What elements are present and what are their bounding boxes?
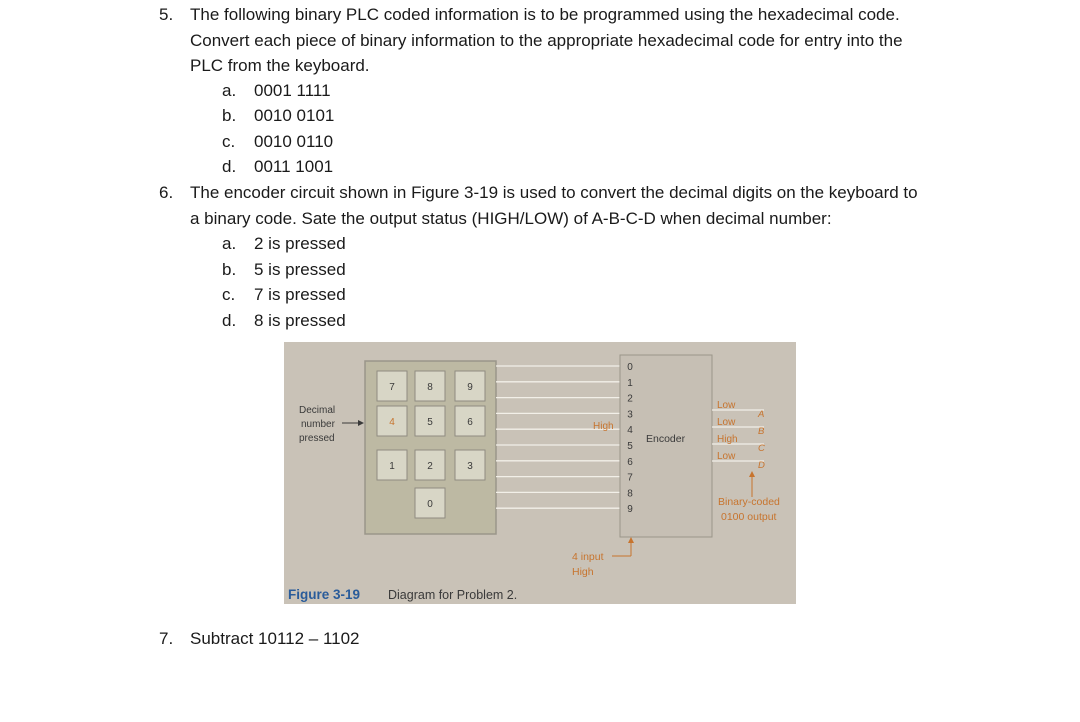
encoder-input-number: 5 xyxy=(627,441,633,452)
input-caption-line: 4 input xyxy=(572,551,604,563)
input-label-line: pressed xyxy=(299,433,335,444)
output-state: High xyxy=(717,434,738,445)
encoder-input-number: 2 xyxy=(627,393,633,405)
q5-item-c: c. 0010 0110 xyxy=(222,132,334,151)
output-state: Low xyxy=(717,417,736,428)
keypad-key xyxy=(377,450,407,480)
question-line: PLC from the keyboard. xyxy=(190,56,370,75)
keypad-key-label: 4 xyxy=(389,417,395,428)
output-state: Low xyxy=(717,451,736,462)
keypad-key xyxy=(377,371,407,401)
encoder-input-number: 3 xyxy=(627,409,633,421)
keypad-key xyxy=(377,406,407,436)
encoder-label: Encoder xyxy=(646,433,686,445)
keypad-key-label: 1 xyxy=(389,461,395,472)
keypad-key-label: 8 xyxy=(427,382,433,393)
output-caption-line: 0100 output xyxy=(721,511,777,523)
keypad-key-label: 3 xyxy=(467,461,473,472)
input-caption-line: High xyxy=(572,566,594,578)
encoder-figure xyxy=(284,342,796,604)
keypad-key xyxy=(455,406,485,436)
question-text: Subtract 10112 – 1102 xyxy=(190,629,360,648)
keypad-key-label: 6 xyxy=(467,417,473,428)
question-line: Convert each piece of binary information to the appropriate hexadecimal code for entry into the xyxy=(190,30,903,50)
keypad-key xyxy=(415,406,445,436)
output-arrow-head xyxy=(749,471,755,477)
figure-caption-label: Figure 3-19 xyxy=(288,587,361,602)
encoder-input-number: 8 xyxy=(627,488,633,500)
keypad-key xyxy=(455,371,485,401)
keypad-key-label: 0 xyxy=(427,499,433,510)
encoder-input-number: 6 xyxy=(627,456,633,468)
q6-item-b: b. 5 is pressed xyxy=(222,260,346,279)
output-name: A xyxy=(758,409,765,420)
keypad-key-label: 9 xyxy=(467,382,473,393)
input-label-line: number xyxy=(301,419,335,430)
q6-item-d: d. 8 is pressed xyxy=(222,311,346,330)
encoder-input-number: 0 xyxy=(627,362,633,373)
q5-item-b: b. 0010 0101 xyxy=(222,106,335,125)
output-name: B xyxy=(758,426,765,437)
question-text xyxy=(190,2,903,79)
high-input-label: High xyxy=(593,421,614,432)
question-number: 6. xyxy=(159,183,174,202)
q5-item-d: d. 0011 1001 xyxy=(222,157,334,176)
keypad-key xyxy=(455,450,485,480)
q5-item-a: a. 0001 1111 xyxy=(222,81,331,100)
encoder-input-number: 4 xyxy=(627,425,633,437)
keypad-key-label: 7 xyxy=(389,382,395,393)
keypad-key xyxy=(415,371,445,401)
question-line: The following binary PLC coded information is to be programmed using the hexadecimal code. xyxy=(190,5,900,24)
keypad-key-label: 5 xyxy=(427,417,433,428)
keypad-key-label: 2 xyxy=(427,461,433,472)
q6-item-a: a. 2 is pressed xyxy=(222,234,346,253)
output-name: C xyxy=(758,443,765,454)
output-name: D xyxy=(758,460,765,471)
question-number: 7. xyxy=(159,629,174,648)
input-arrow-head xyxy=(358,420,364,426)
encoder-block xyxy=(620,355,712,537)
input-label-line: Decimal xyxy=(299,405,336,416)
output-caption-line: Binary-coded xyxy=(718,496,780,508)
figure-caption-text: Diagram for Problem 2. xyxy=(388,588,518,602)
question-number: 5. xyxy=(159,5,174,24)
question-text xyxy=(190,180,918,231)
input-caption-arrow-head xyxy=(628,537,634,543)
q6-item-c: c. 7 is pressed xyxy=(222,285,346,304)
question-line: a binary code. Sate the output status (HIGH/LOW) of A-B-C-D when decimal number: xyxy=(190,208,832,228)
encoder-input-number: 9 xyxy=(627,504,633,516)
encoder-input-number: 7 xyxy=(627,472,633,484)
output-state: Low xyxy=(717,400,736,411)
keypad-key xyxy=(415,450,445,480)
encoder-input-number: 1 xyxy=(627,377,633,389)
keypad-key xyxy=(415,488,445,518)
question-line: The encoder circuit shown in Figure 3-19 is used to convert the decimal digits on the keyboard to xyxy=(190,183,918,202)
